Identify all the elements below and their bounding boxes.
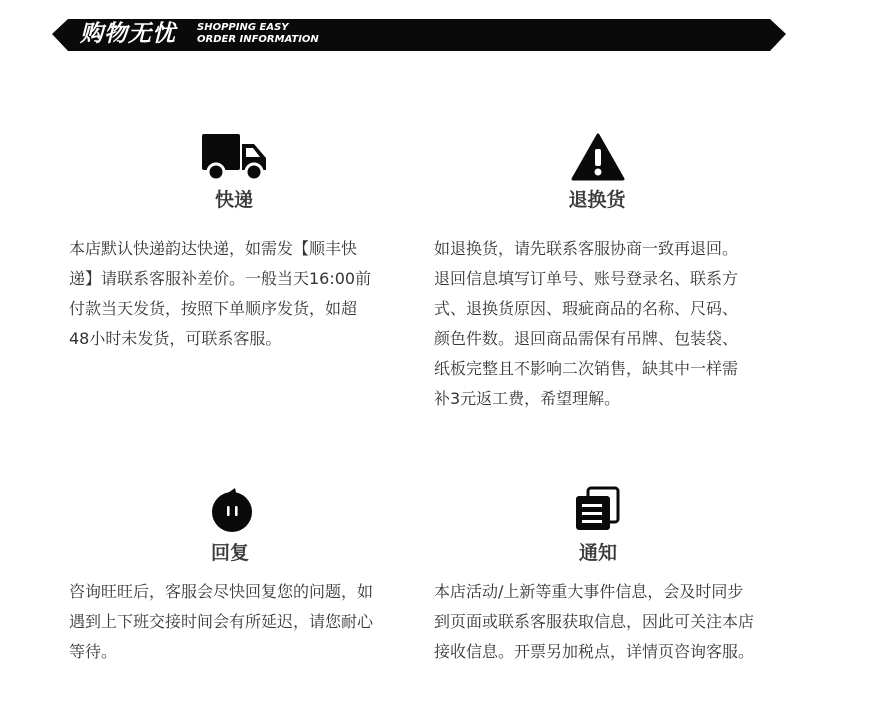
section-body <box>69 234 371 354</box>
truck-icon <box>200 132 270 186</box>
body-line: 咨询旺旺后，客服会尽快回复您的问题，如 <box>69 582 374 601</box>
section-body <box>434 234 738 414</box>
body-line: 如退换货，请先联系客服协商一致再退回。 <box>434 239 739 258</box>
section-body <box>69 577 373 667</box>
section-heading: 通知 <box>578 542 617 564</box>
body-line: 式、退换货原因、瑕疵商品的名称、尺码、 <box>434 299 739 318</box>
section-heading: 回复 <box>210 542 249 564</box>
banner-subtitle <box>197 22 319 46</box>
banner-subtitle-line2: ORDER INFORMATION <box>197 34 319 45</box>
body-line: 到页面或联系客服获取信息，因此可关注本店 <box>434 612 755 631</box>
body-line: 颜色件数。退回商品需保有吊牌、包装袋、 <box>434 329 739 348</box>
banner-title: 购物无忧 <box>80 21 176 47</box>
header-banner <box>0 0 869 60</box>
body-line: 补3元返工费，希望理解。 <box>434 389 621 408</box>
section-body <box>434 577 754 667</box>
body-line: 接收信息。开票另加税点，详情页咨询客服。 <box>434 642 755 661</box>
section-heading: 退换货 <box>568 189 626 211</box>
document-icon <box>574 486 620 536</box>
body-line: 等待。 <box>69 642 118 661</box>
section-heading: 快递 <box>214 189 253 211</box>
banner-subtitle-line1: SHOPPING EASY <box>197 22 289 33</box>
body-line: 纸板完整且不影响二次销售，缺其中一样需 <box>434 359 739 378</box>
body-line: 遇到上下班交接时间会有所延迟，请您耐心 <box>69 612 374 631</box>
body-line: 退回信息填写订单号、账号登录名、联系方 <box>434 269 739 288</box>
warning-icon <box>571 133 625 185</box>
body-line: 本店默认快递韵达快递，如需发【顺丰快 <box>69 239 358 258</box>
body-line: 递】请联系客服补差价。一般当天16:00前 <box>69 269 372 288</box>
chat-bubble-icon <box>209 487 255 537</box>
body-line: 本店活动/上新等重大事件信息，会及时同步 <box>434 582 744 601</box>
body-line: 付款当天发货，按照下单顺序发货，如超 <box>69 299 358 318</box>
body-line: 48小时未发货，可联系客服。 <box>69 329 282 348</box>
